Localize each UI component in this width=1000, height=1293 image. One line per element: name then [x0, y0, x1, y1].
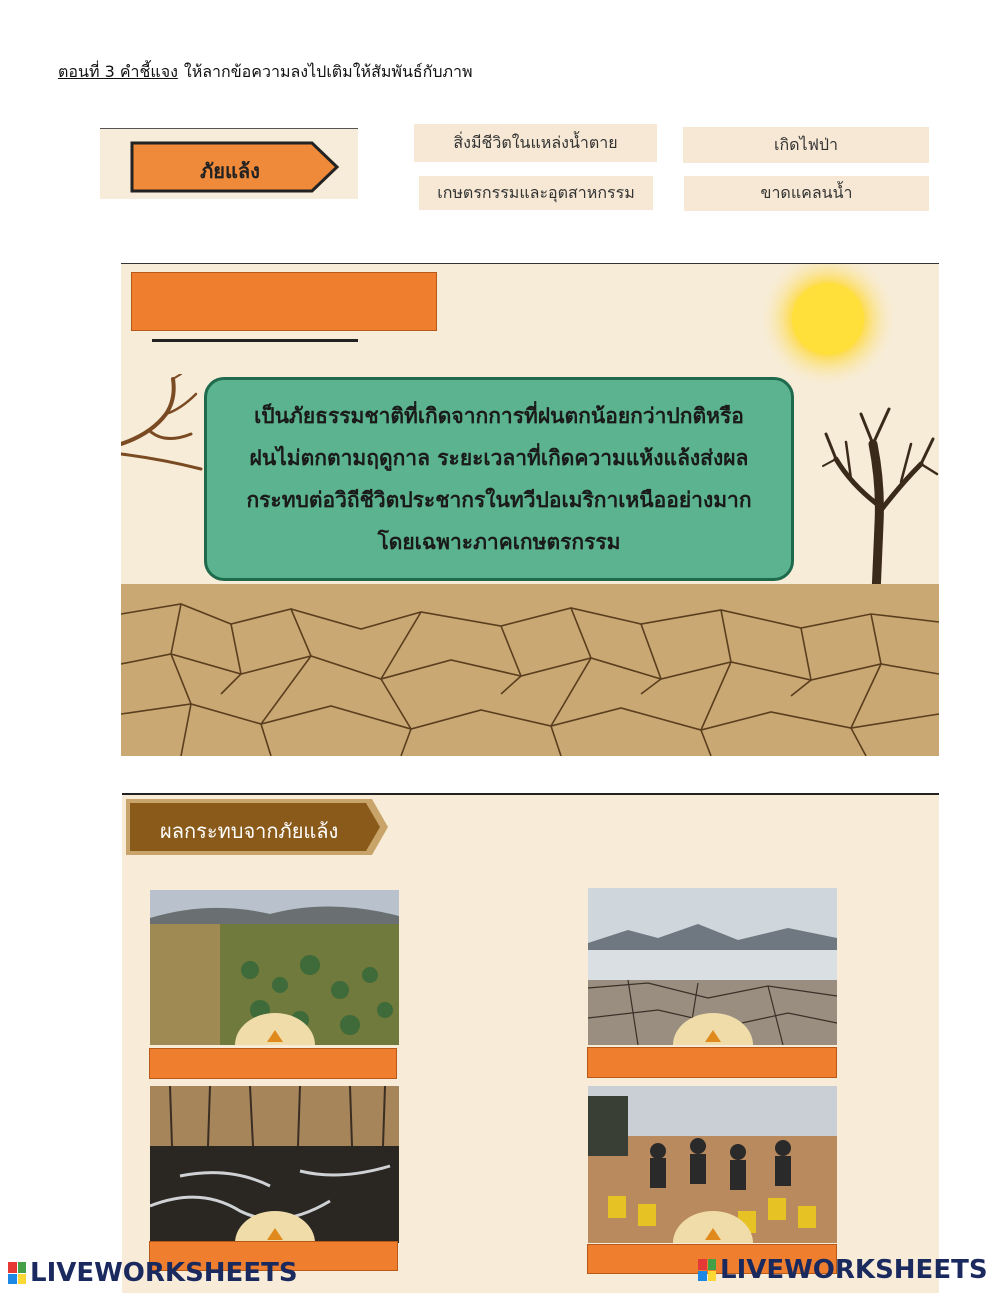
drop-zone-1[interactable]: [149, 1048, 397, 1079]
definition-line: โดยเฉพาะภาคเกษตรกรรม: [377, 530, 621, 554]
effects-title: ผลกระทบจากภัยแล้ง: [160, 819, 339, 843]
watermark-logo-left: [8, 1258, 298, 1288]
liveworksheets-icon: [8, 1262, 26, 1284]
watermark-logo-right: [698, 1255, 988, 1285]
instruction-line: [58, 60, 473, 85]
instruction-part-label: ตอนที่ 3 คำชี้แจง: [58, 62, 178, 81]
photo-water-queue: [588, 1086, 837, 1243]
title-underline: [152, 339, 358, 342]
cracked-ground-image: [121, 584, 939, 756]
definition-line: เป็นภัยธรรมชาติที่เกิดจากการที่ฝนตกน้อยกว่าปกติหรือ: [254, 404, 744, 428]
option-chip-water-shortage[interactable]: ขาดแคลนน้ำ: [684, 176, 929, 211]
liveworksheets-icon: [698, 1259, 716, 1281]
watermark-text: LIVEWORKSHEETS: [720, 1255, 988, 1285]
answer-example-panel: [100, 128, 358, 199]
option-chip-wildfire[interactable]: เกิดไฟป่า: [683, 127, 929, 163]
option-chip-agriculture-industry[interactable]: เกษตรกรรมและอุตสาหกรรม: [419, 176, 653, 210]
definition-box: [204, 377, 794, 581]
photo-dried-lake: [588, 888, 837, 1045]
option-chip-aquatic-death[interactable]: สิ่งมีชีวิตในแหล่งน้ำตาย: [414, 124, 657, 162]
definition-line: ฝนไม่ตกตามฤดูกาล ระยะเวลาที่เกิดความแห้งแล้งส่งผล: [249, 446, 749, 470]
sun-icon: [753, 264, 903, 384]
definition-line: กระทบต่อวิถีชีวิตประชากรในทวีปอเมริกาเหนืออย่างมาก: [246, 488, 752, 512]
drop-zone-2[interactable]: [587, 1047, 837, 1078]
dead-tree-right-icon: [821, 404, 939, 594]
photo-burned-forest: [150, 1086, 399, 1243]
definition-text: [246, 395, 751, 563]
dead-tree-left-icon: [121, 374, 211, 494]
answer-example-text: ภัยแล้ง: [200, 159, 260, 183]
instruction-text: ให้ลากข้อความลงไปเติมให้สัมพันธ์กับภาพ: [183, 62, 473, 81]
watermark-text: LIVEWORKSHEETS: [30, 1258, 298, 1288]
drop-zone-title[interactable]: [131, 272, 437, 331]
drought-slide: [121, 263, 939, 756]
photo-crops: [150, 890, 399, 1045]
effects-slide: [122, 793, 939, 1293]
